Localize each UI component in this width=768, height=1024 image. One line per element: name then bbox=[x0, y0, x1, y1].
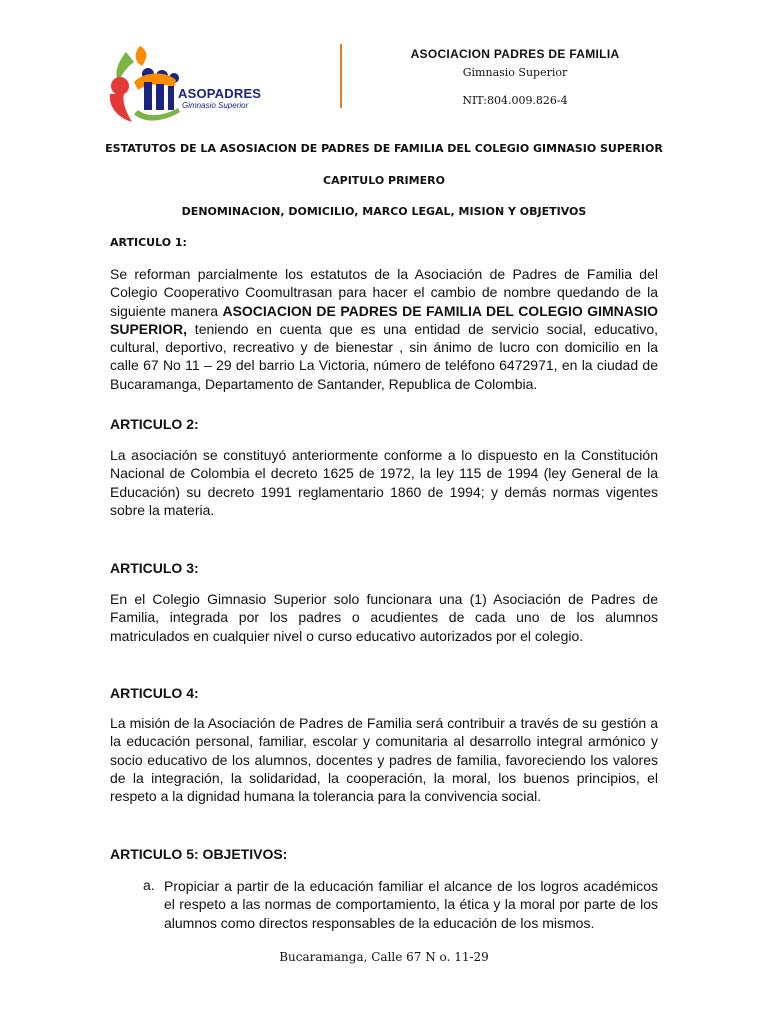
article-1-text-part-a: Se reforman parcialmente los estatutos de la Asociación de Padres de Familia del Colegio Cooperativo Coomultrasan para hacer el cambio de nombre quedando de la siguiente manera bbox=[110, 266, 658, 319]
header-nit: NIT:804.009.826-4 bbox=[462, 94, 568, 107]
article-2-text: La asociación se constituyó anteriormente conforme a lo dispuesto en la Constitución Nacional de Colombia el decreto 1625 de 1972, la ley 115 de 1994 (ley General de la Educación) su decreto 1991 reglamentario 1860 de 1994; y demás normas vigentes sobre la materia. bbox=[110, 447, 658, 518]
article-3-heading: ARTICULO 3: bbox=[110, 560, 199, 576]
article-1-association-name: ASOCIACION DE PADRES DE FAMILIA DEL COLEGIO GIMNASIO SUPERIOR, bbox=[110, 302, 659, 337]
document-title: ESTATUTOS DE LA ASOSIACION DE PADRES DE FAMILIA DEL COLEGIO GIMNASIO SUPERIOR bbox=[105, 142, 663, 155]
article-2-heading: ARTICULO 2: bbox=[110, 416, 199, 432]
article-1-text-part-b: teniendo en cuenta que es una entidad de servicio social, educativo, cultural, deportivo, recreativo y de bienestar , sin ánimo de lucro con domicilio en la calle 67 No 11 – 29 del barrio La Victoria, número de teléfono 6472971, en la ciudad de Bucaramanga, Departamento de Santander, Republica de Colombia. bbox=[110, 320, 658, 392]
logo-subtitle: Gimnasio Superior bbox=[182, 101, 249, 110]
article-4-text: La misión de la Asociación de Padres de Familia será contribuir a través de su gestión a la educación personal, familiar, escolar y comunitaria al desarrollo integral armónico y socio educativo de los alumnos, docentes y padres de familia, favoreciendo los valores de la integración, la solidaridad, la cooperación, la moral, los buenos principios, el respeto a la dignidad humana la tolerancia para la convivencia social. bbox=[110, 715, 658, 805]
article-3-text: En el Colegio Gimnasio Superior solo funcionara una (1) Asociación de Padres de Familia, integrada por los padres o acudientes de cada uno de los alumnos matriculados en cualquier nivel o curso educativo autorizados por el colegio. bbox=[110, 591, 658, 644]
article-4-heading: ARTICULO 4: bbox=[110, 685, 199, 701]
chapter-title: CAPITULO PRIMERO bbox=[323, 174, 445, 187]
family-logo-icon bbox=[104, 42, 264, 126]
list-item-marker: a. bbox=[143, 877, 155, 893]
header-org-name: ASOCIACION PADRES DE FAMILIA bbox=[410, 47, 620, 61]
header-divider bbox=[340, 44, 342, 108]
logo-wordmark: ASOPADRES bbox=[178, 86, 262, 101]
section-title: DENOMINACION, DOMICILIO, MARCO LEGAL, MISION Y OBJETIVOS bbox=[181, 205, 587, 218]
list-item: Propiciar a partir de la educación familiar el alcance de los logros académicos el respeto a las normas de comportamiento, la ética y la moral por parte de los alumnos como directos responsables de la educación de los mismos. bbox=[164, 878, 658, 931]
article-5-heading: ARTICULO 5: OBJETIVOS: bbox=[110, 846, 288, 862]
header-school-name: Gimnasio Superior bbox=[462, 66, 568, 79]
article-1-heading: ARTICULO 1: bbox=[110, 236, 187, 249]
page-footer-address: Bucaramanga, Calle 67 N o. 11-29 bbox=[279, 950, 489, 964]
article-1-text bbox=[110, 265, 658, 393]
